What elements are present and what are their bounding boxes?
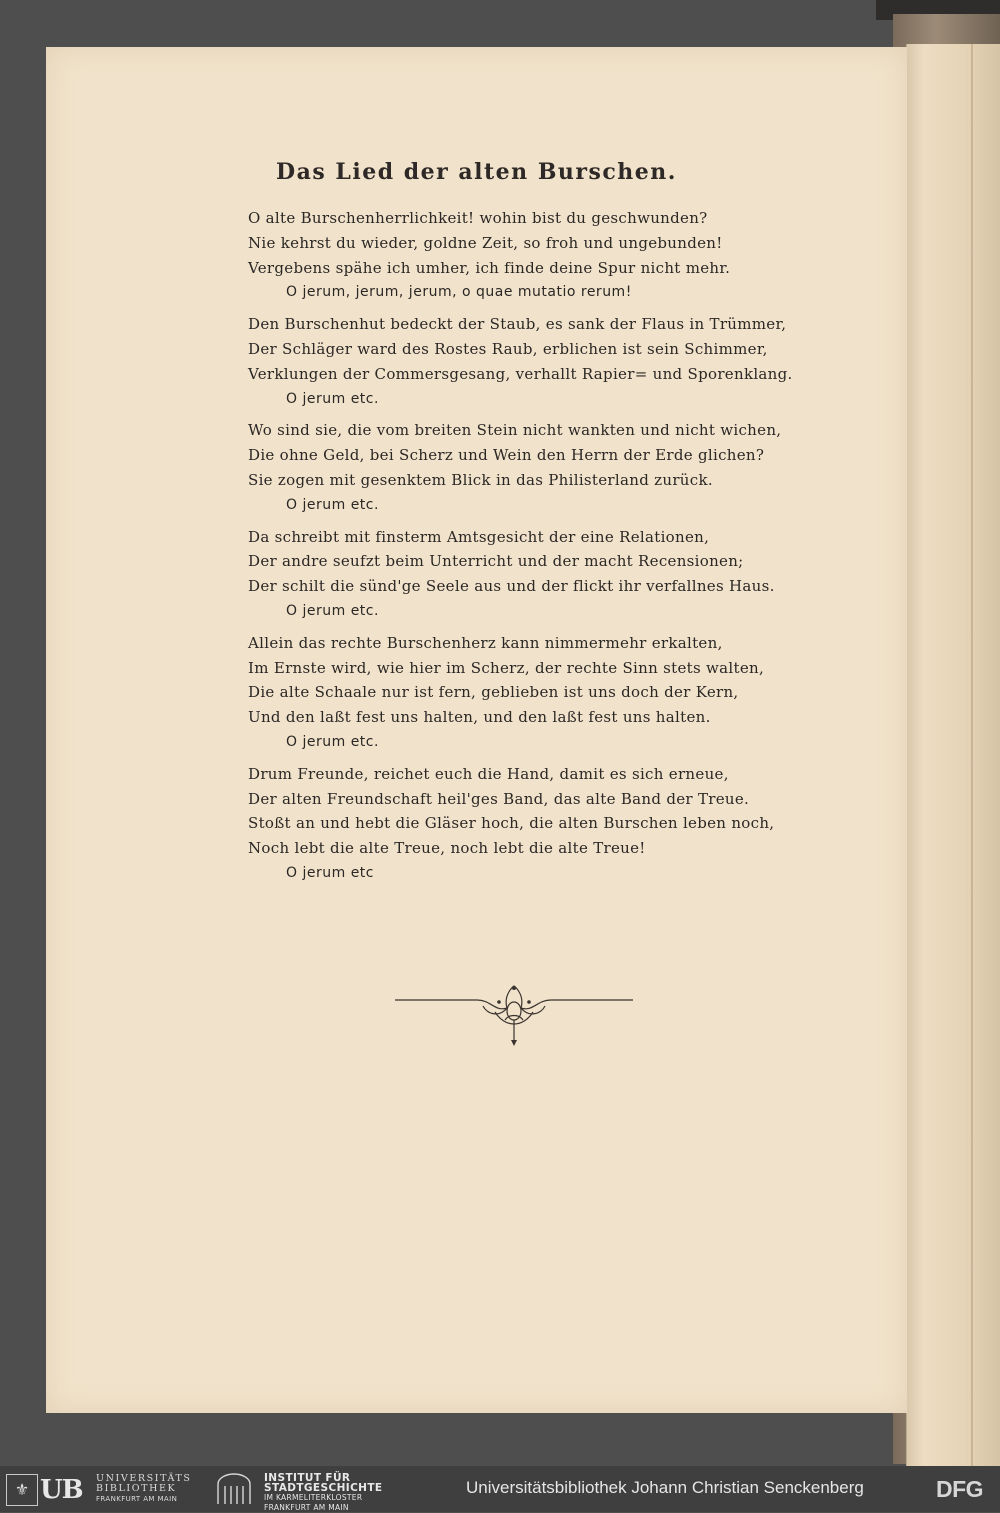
ub-logo-letters: UB bbox=[40, 1475, 83, 1505]
refrain-line: O jerum etc. bbox=[286, 496, 379, 513]
stanza bbox=[248, 312, 808, 411]
verse-line: Die alte Schaale nur ist fern, geblieben ist uns doch der Kern, bbox=[248, 683, 739, 702]
verse-line: Die ohne Geld, bei Scherz und Wein den Herrn der Erde glichen? bbox=[248, 446, 765, 465]
book-page-edges bbox=[906, 44, 1000, 1466]
verse-line: Nie kehrst du wieder, goldne Zeit, so froh und ungebunden! bbox=[248, 233, 723, 252]
book-page bbox=[46, 47, 907, 1413]
verse-line: Drum Freunde, reichet euch die Hand, damit es sich erneue, bbox=[248, 764, 729, 783]
verse-line: Der andre seufzt beim Unterricht und der macht Recensionen; bbox=[248, 552, 744, 571]
stanza bbox=[248, 206, 808, 305]
institute-column-icon bbox=[214, 1472, 254, 1506]
stanza bbox=[248, 762, 808, 886]
stanza bbox=[248, 418, 808, 517]
verse-line: Allein das rechte Burschenherz kann nimmermehr erkalten, bbox=[248, 633, 723, 652]
stanza bbox=[248, 525, 808, 624]
verse-line: Im Ernste wird, wie hier im Scherz, der rechte Sinn stets walten, bbox=[248, 658, 765, 677]
institute-logo-name bbox=[264, 1473, 383, 1513]
verse-line: O alte Burschenherrlichkeit! wohin bist du geschwunden? bbox=[248, 209, 708, 227]
ub-name-line: FRANKFURT AM MAIN bbox=[96, 1495, 178, 1503]
refrain-line: O jerum etc. bbox=[286, 390, 379, 407]
poem-body bbox=[248, 206, 808, 893]
verse-line: Der Schläger ward des Rostes Raub, erblichen ist sein Schimmer, bbox=[248, 339, 768, 358]
institute-name-line: IM KARMELITERKLOSTER bbox=[264, 1493, 363, 1502]
verse-line: Verklungen der Commersgesang, verhallt Rapier= und Sporenklang. bbox=[248, 364, 793, 383]
verse-line: Der alten Freundschaft heil'ges Band, das alte Band der Treue. bbox=[248, 789, 750, 808]
verse-line: Noch lebt die alte Treue, noch lebt die alte Treue! bbox=[248, 839, 646, 858]
dfg-logo: DFG bbox=[936, 1476, 984, 1502]
stanza bbox=[248, 631, 808, 755]
institute-name-line: INSTITUT FÜR bbox=[264, 1472, 351, 1484]
ub-logo-name bbox=[96, 1474, 191, 1504]
verse-line: Da schreibt mit finsterm Amtsgesicht der eine Relationen, bbox=[248, 527, 710, 546]
ub-name-line: UNIVERSITÄTS bbox=[96, 1473, 192, 1484]
footer-bar bbox=[0, 1466, 1000, 1512]
verse-line: Stoßt an und hebt die Gläser hoch, die alten Burschen leben noch, bbox=[248, 814, 775, 833]
verse-line: Der schilt die sünd'ge Seele aus und der flickt ihr verfallnes Haus. bbox=[248, 577, 775, 596]
verse-line: Sie zogen mit gesenktem Blick in das Philisterland zurück. bbox=[248, 470, 713, 489]
refrain-line: O jerum etc bbox=[286, 864, 374, 881]
poem-title: Das Lied der alten Burschen. bbox=[276, 159, 677, 185]
institute-name-line: STADTGESCHICHTE bbox=[264, 1482, 383, 1494]
library-seal-icon: ⚜ bbox=[6, 1474, 38, 1506]
verse-line: Wo sind sie, die vom breiten Stein nicht wankten und nicht wichen, bbox=[248, 421, 782, 440]
institute-name-line: FRANKFURT AM MAIN bbox=[264, 1503, 349, 1512]
footer-caption: Universitätsbibliothek Johann Christian Senckenberg bbox=[466, 1478, 864, 1497]
refrain-line: O jerum etc. bbox=[286, 733, 379, 750]
refrain-line: O jerum etc. bbox=[286, 602, 379, 619]
ornamental-vignette-icon bbox=[395, 984, 633, 1050]
verse-line: Vergebens spähe ich umher, ich finde deine Spur nicht mehr. bbox=[248, 258, 731, 277]
verse-line: Und den laßt fest uns halten, und den laßt fest uns halten. bbox=[248, 708, 711, 727]
ub-name-line: BIBLIOTHEK bbox=[96, 1483, 177, 1494]
verse-line: Den Burschenhut bedeckt der Staub, es sank der Flaus in Trümmer, bbox=[248, 315, 787, 334]
refrain-line: O jerum, jerum, jerum, o quae mutatio rerum! bbox=[286, 284, 632, 301]
